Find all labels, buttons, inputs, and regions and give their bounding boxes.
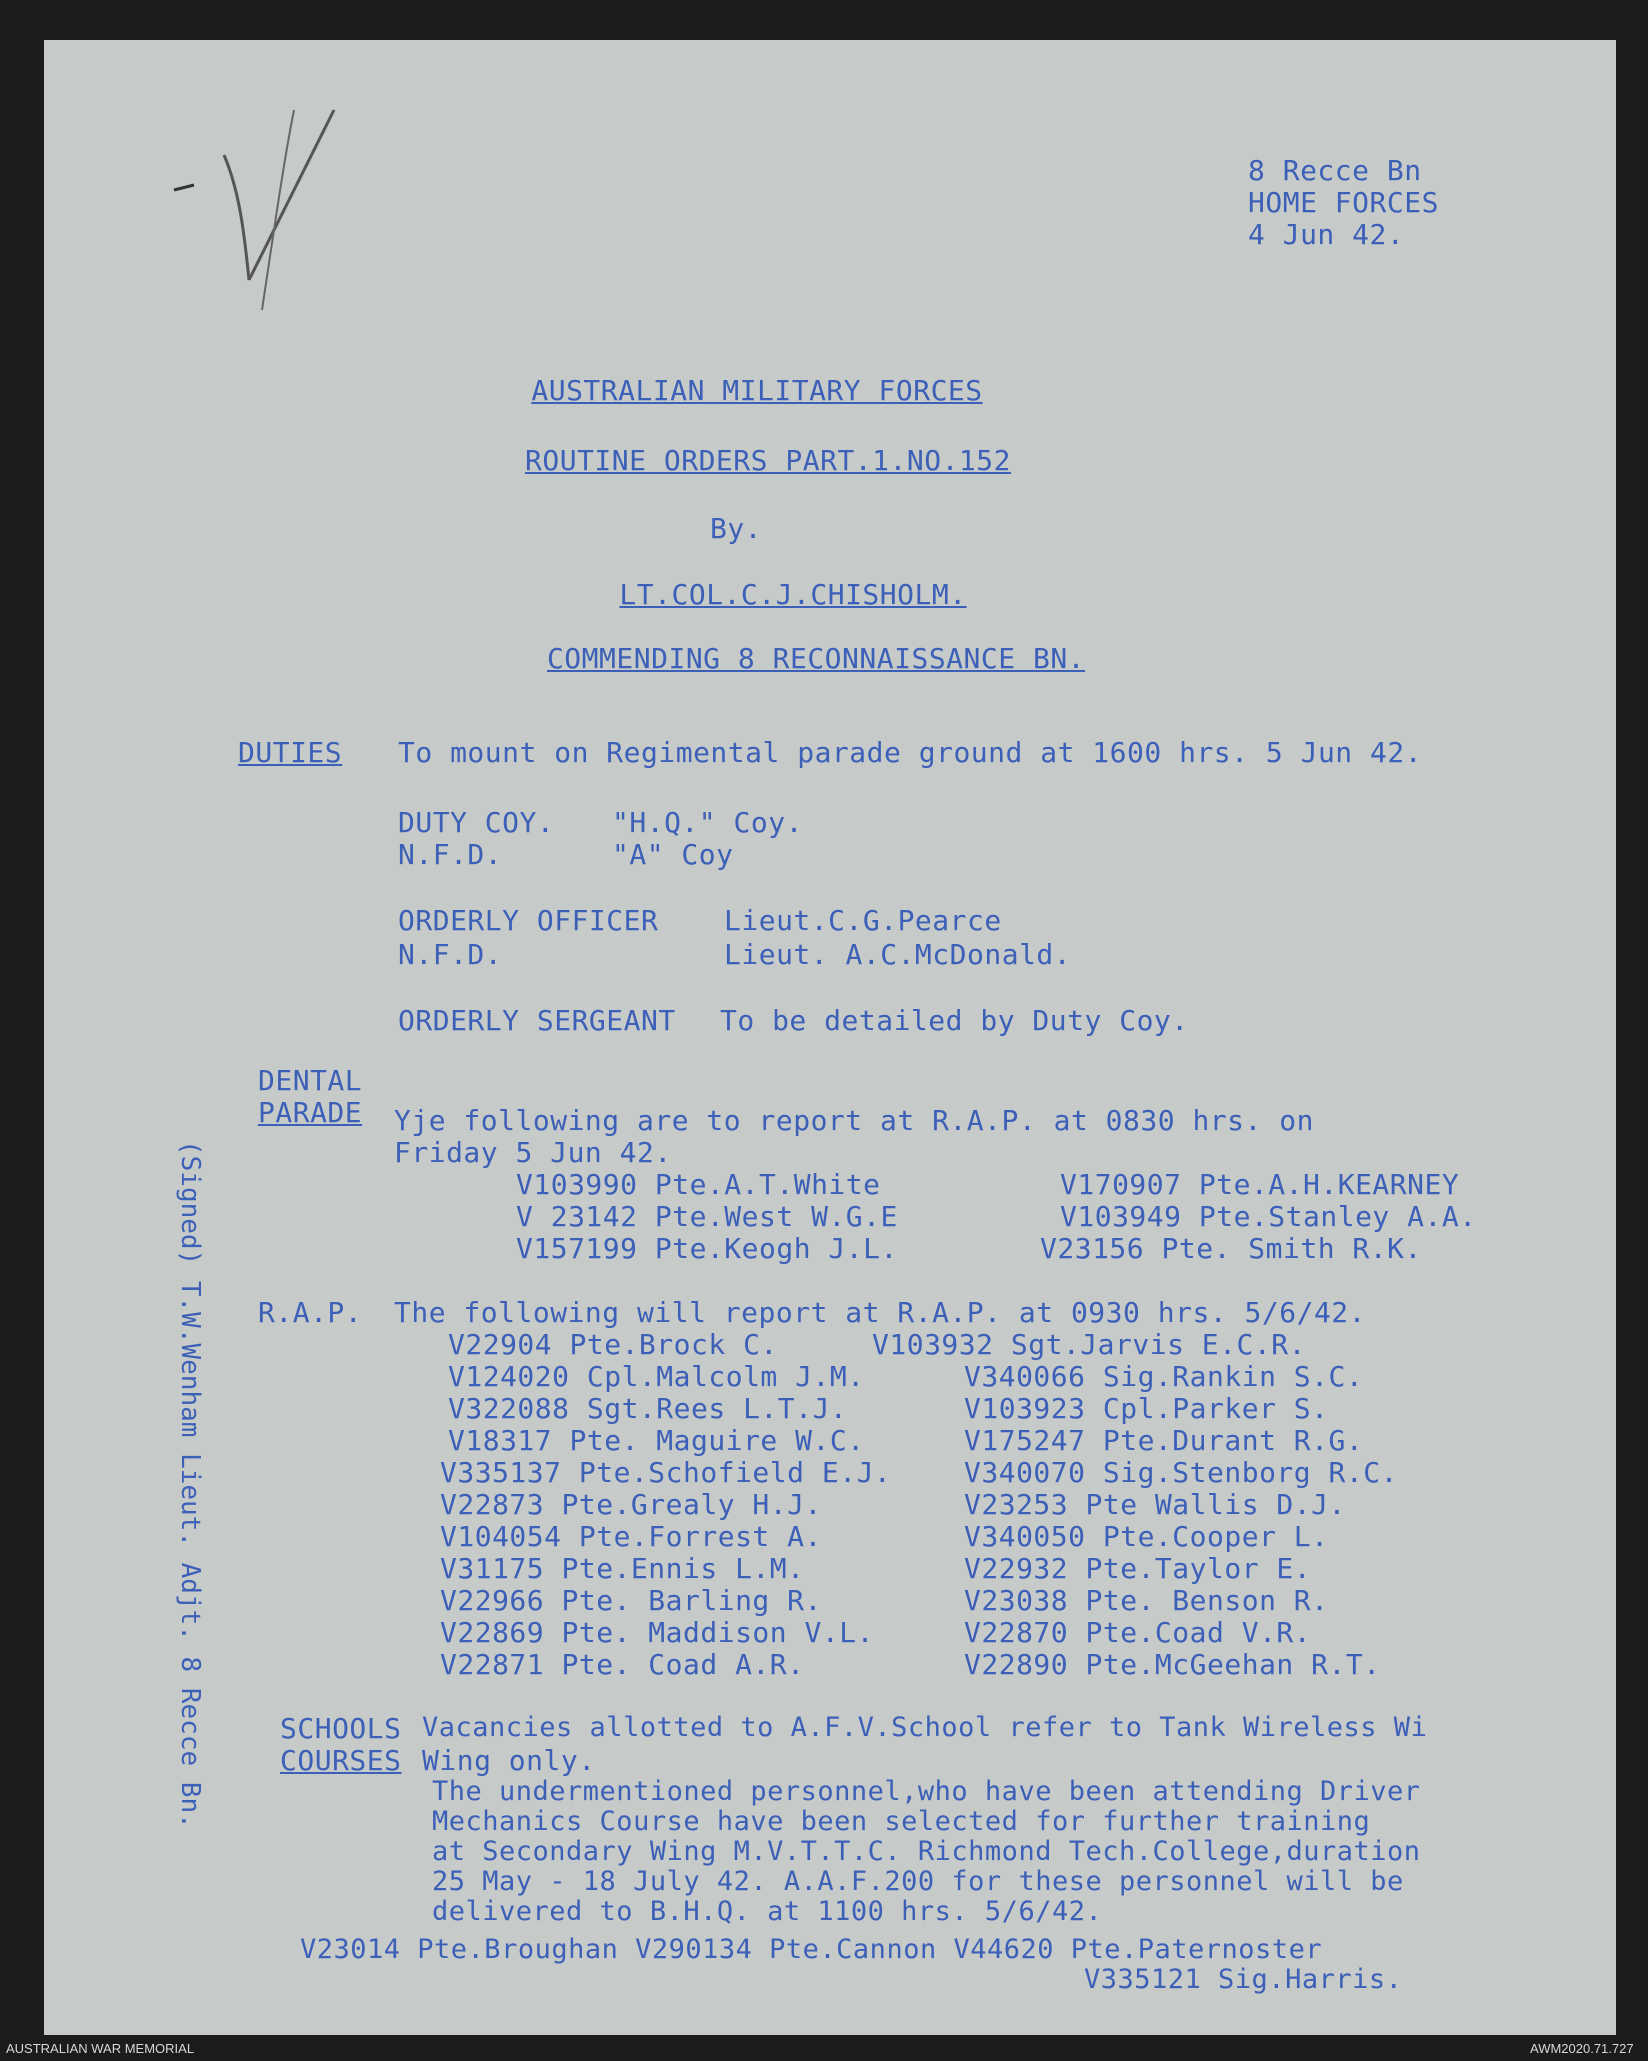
list-item: V335137 Pte.Schofield E.J.: [440, 1456, 892, 1489]
list-item: V340066 Sig.Rankin S.C.: [964, 1360, 1364, 1393]
header-forces: HOME FORCES: [1248, 186, 1439, 219]
dental-text-2: Friday 5 Jun 42.: [394, 1136, 672, 1169]
title-line-2: ROUTINE ORDERS PART.1.NO.152: [524, 444, 1012, 477]
footer-credit: AUSTRALIAN WAR MEMORIAL: [6, 2041, 195, 2056]
list-item: V175247 Pte.Durant R.G.: [964, 1424, 1364, 1457]
list-item: V340050 Pte.Cooper L.: [964, 1520, 1329, 1553]
list-item: V18317 Pte. Maguire W.C.: [448, 1424, 865, 1457]
dental-label-1: DENTAL: [258, 1064, 363, 1097]
footer-accession: AWM2020.71.727: [1530, 2041, 1634, 2056]
schools-line-5: at Secondary Wing M.V.T.T.C. Richmond Tech.College,duration: [432, 1836, 1421, 1867]
title-line-1: AUSTRALIAN MILITARY FORCES: [531, 374, 983, 407]
list-item: V104054 Pte.Forrest A.: [440, 1520, 822, 1553]
schools-line-7: delivered to B.H.Q. at 1100 hrs. 5/6/42.: [432, 1896, 1103, 1927]
rap-label: R.A.P.: [258, 1296, 363, 1329]
list-item: V31175 Pte.Ennis L.M.: [440, 1552, 805, 1585]
list-item: V22890 Pte.McGeehan R.T.: [964, 1648, 1381, 1681]
schools-line-6: 25 May - 18 July 42. A.A.F.200 for these personnel will be: [432, 1866, 1404, 1897]
schools-line-8: V23014 Pte.Broughan V290134 Pte.Cannon V44620 Pte.Paternoster: [300, 1934, 1323, 1965]
duty-coy-label: DUTY COY.: [398, 806, 555, 839]
list-item: V22870 Pte.Coad V.R.: [964, 1616, 1312, 1649]
list-item: V22873 Pte.Grealy H.J.: [440, 1488, 822, 1521]
list-item: V157199 Pte.Keogh J.L.: [516, 1232, 898, 1265]
list-item: V22904 Pte.Brock C.: [448, 1328, 778, 1361]
duties-text: To mount on Regimental parade ground at 1600 hrs. 5 Jun 42.: [398, 736, 1423, 769]
list-item: V23253 Pte Wallis D.J.: [964, 1488, 1346, 1521]
schools-line-9: V335121 Sig.Harris.: [1084, 1964, 1403, 1995]
schools-line-3: The undermentioned personnel,who have been attending Driver: [432, 1776, 1421, 1807]
header-date: 4 Jun 42.: [1248, 218, 1405, 251]
list-item: V124020 Cpl.Malcolm J.M.: [448, 1360, 865, 1393]
list-item: V103923 Cpl.Parker S.: [964, 1392, 1329, 1425]
pencil-tick-mark: [144, 80, 364, 340]
title-line-3: By.: [709, 512, 763, 545]
nfd2-value: Lieut. A.C.McDonald.: [724, 938, 1072, 971]
list-item: V23038 Pte. Benson R.: [964, 1584, 1329, 1617]
orderly-officer-value: Lieut.C.G.Pearce: [724, 904, 1002, 937]
schools-label: SCHOOLS: [280, 1712, 402, 1745]
courses-label: COURSES: [280, 1744, 402, 1777]
dental-label-2: PARADE: [258, 1096, 363, 1129]
schools-line-4: Mechanics Course have been selected for further training: [432, 1806, 1371, 1837]
list-item: V103949 Pte.Stanley A.A.: [1060, 1200, 1477, 1233]
orderly-sergeant-value: To be detailed by Duty Coy.: [720, 1004, 1189, 1037]
list-item: V170907 Pte.A.H.KEARNEY: [1060, 1168, 1460, 1201]
list-item: V22932 Pte.Taylor E.: [964, 1552, 1312, 1585]
title-line-5: COMMENDING 8 RECONNAISSANCE BN.: [546, 642, 1086, 675]
nfd-label: N.F.D.: [398, 838, 503, 871]
schools-line-1: Vacancies allotted to A.F.V.School refer to Tank Wireless Wi: [422, 1712, 1428, 1743]
list-item: V22869 Pte. Maddison V.L.: [440, 1616, 874, 1649]
list-item: V322088 Sgt.Rees L.T.J.: [448, 1392, 848, 1425]
orderly-sergeant-label: ORDERLY SERGEANT: [398, 1004, 676, 1037]
duty-coy-value: "H.Q." Coy.: [612, 806, 803, 839]
schools-line-2: Wing only.: [422, 1744, 596, 1777]
dental-text-1: Yje following are to report at R.A.P. at 0830 hrs. on: [394, 1104, 1314, 1137]
duties-label: DUTIES: [238, 736, 343, 769]
list-item: V103932 Sgt.Jarvis E.C.R.: [872, 1328, 1306, 1361]
list-item: V22966 Pte. Barling R.: [440, 1584, 822, 1617]
rap-text: The following will report at R.A.P. at 0930 hrs. 5/6/42.: [394, 1296, 1367, 1329]
nfd-value: "A" Coy: [612, 838, 734, 871]
list-item: V340070 Sig.Stenborg R.C.: [964, 1456, 1398, 1489]
title-line-4: LT.COL.C.J.CHISHOLM.: [619, 578, 967, 611]
signature-vertical: (Signed) T.W.Wenham Lieut. Adjt. 8 Recce Bn.: [175, 1140, 205, 1829]
list-item: V 23142 Pte.West W.G.E: [516, 1200, 898, 1233]
list-item: V23156 Pte. Smith R.K.: [1040, 1232, 1422, 1265]
header-unit: 8 Recce Bn: [1248, 154, 1422, 187]
orderly-officer-label: ORDERLY OFFICER: [398, 904, 659, 937]
list-item: V103990 Pte.A.T.White: [516, 1168, 881, 1201]
nfd2-label: N.F.D.: [398, 938, 503, 971]
list-item: V22871 Pte. Coad A.R.: [440, 1648, 805, 1681]
